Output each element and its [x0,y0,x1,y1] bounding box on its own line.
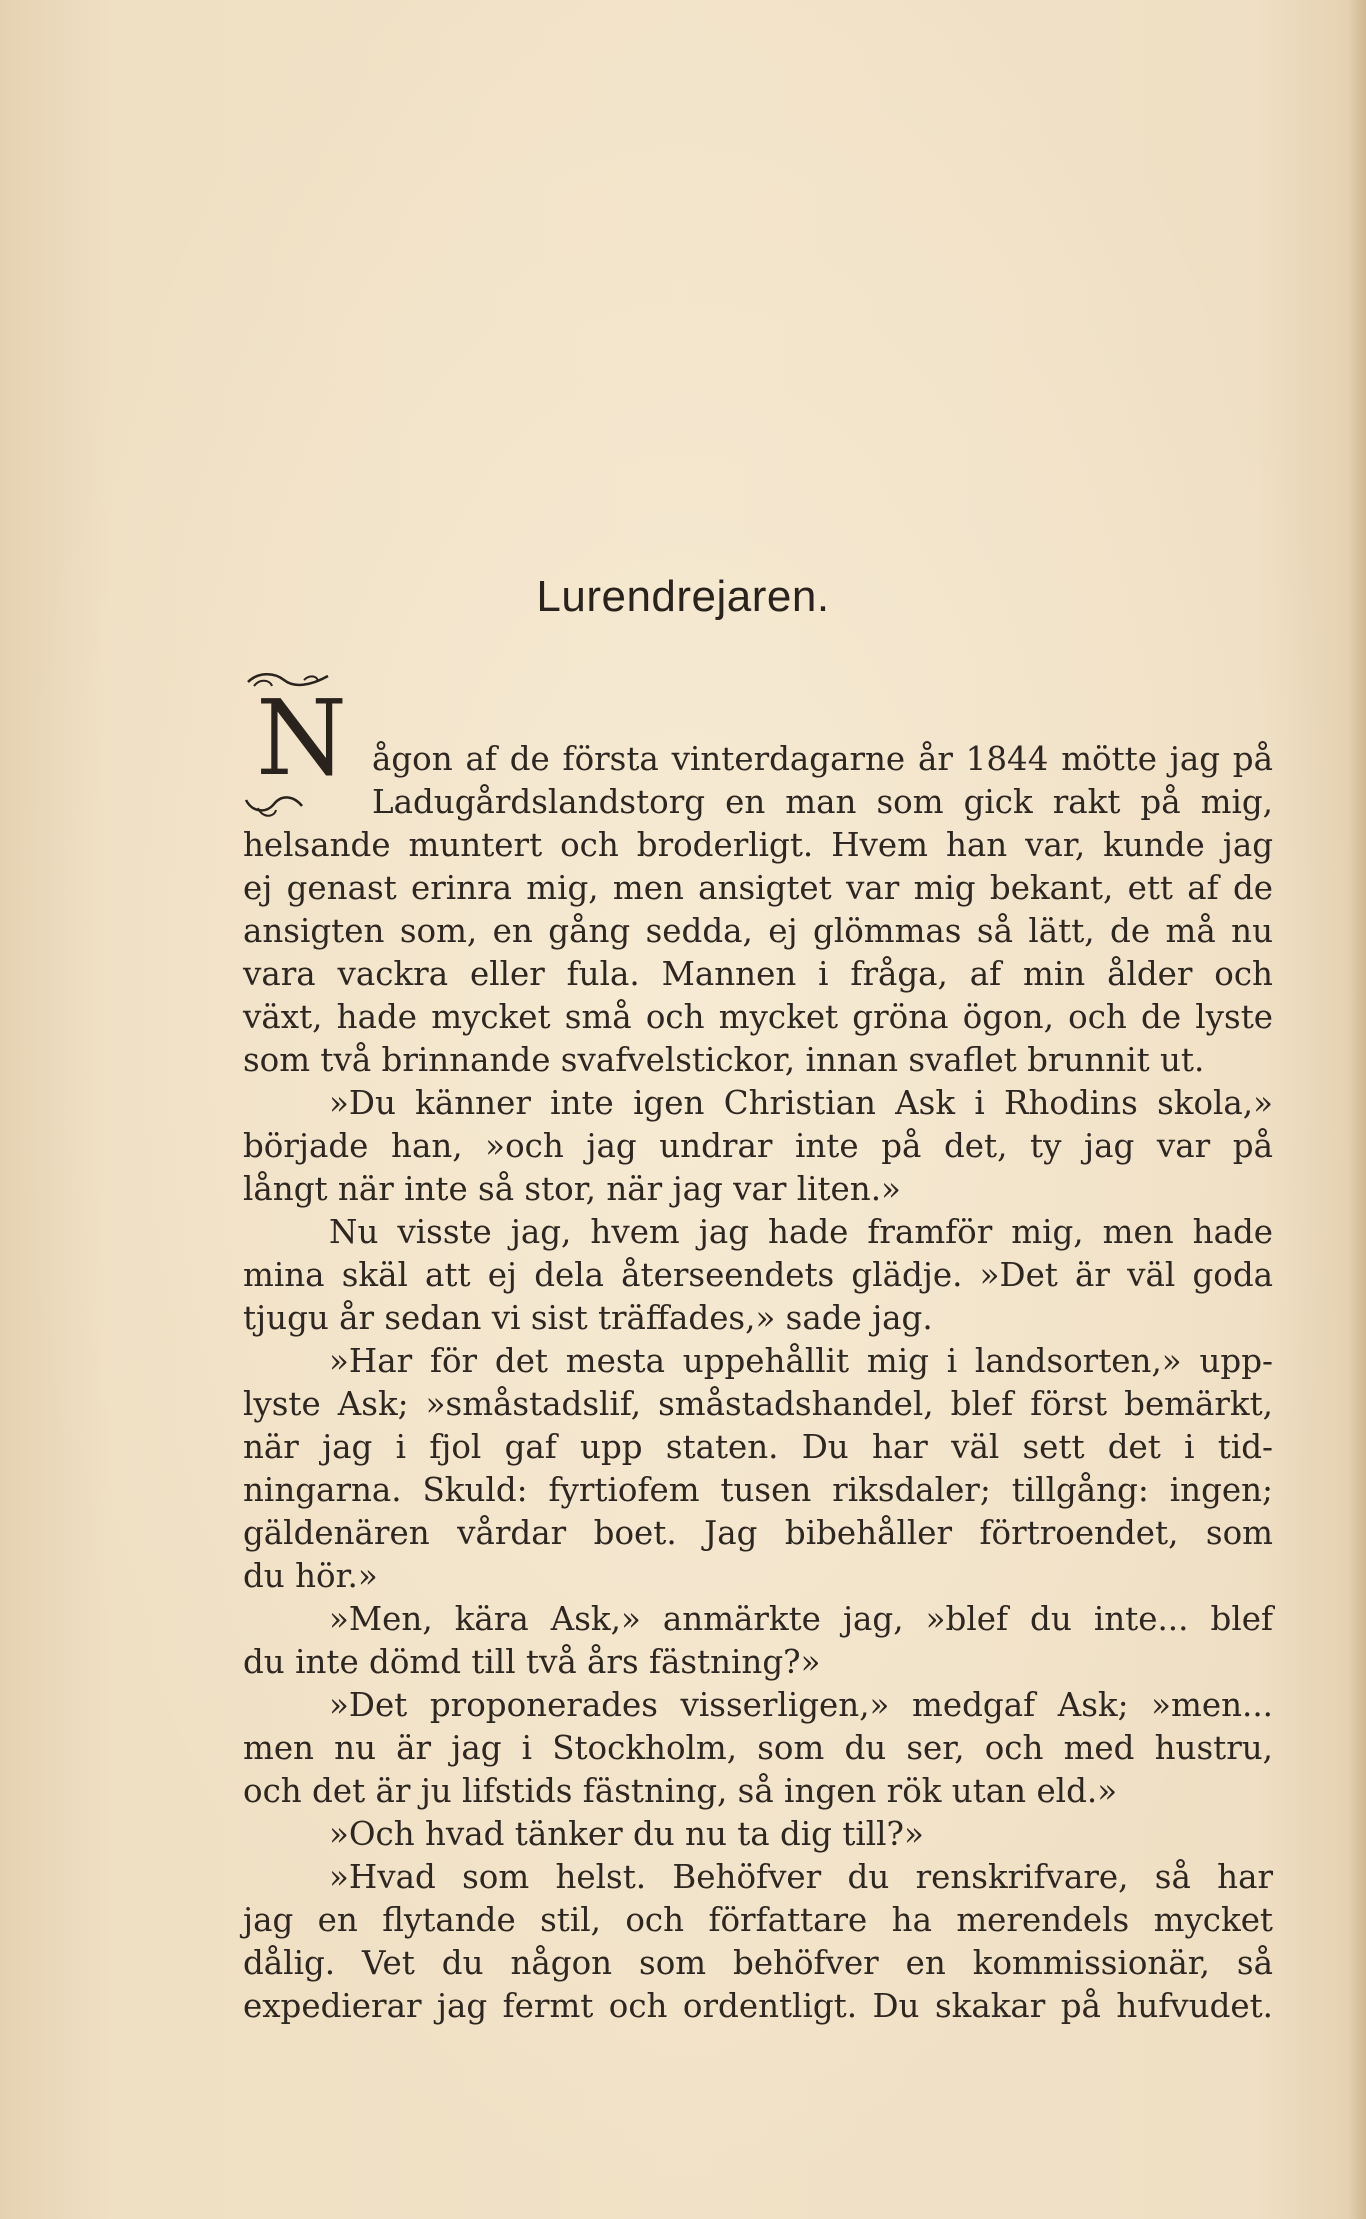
text-line: ansigten som, en gång sedda, ej glömmas så lätt, de må nu [243,912,1273,950]
text-line: började han, »och jag undrar inte på det, ty jag var på [243,1127,1273,1165]
text-line: »Det proponerades visserligen,» medgaf Ask; »men... [329,1686,1273,1724]
page-edge-shadow [1348,0,1366,2219]
text-line: »Och hvad tänker du nu ta dig till?» [329,1815,924,1853]
text-line: gäldenären vårdar boet. Jag bibehåller förtroendet, som [243,1514,1273,1552]
text-line: Nu visste jag, hvem jag hade framför mig, men hade [329,1213,1273,1251]
text-line: dålig. Vet du någon som behöfver en kommissionär, så [243,1944,1273,1982]
text-line: ågon af de första vinterdagarne år 1844 mötte jag på [372,740,1273,778]
text-line: du inte dömd till två års fästning?» [243,1643,821,1681]
chapter-title: Lurendrejaren. [536,572,830,621]
text-line: när jag i fjol gaf upp staten. Du har väl sett det i tid- [243,1428,1273,1466]
drop-cap-letter: N [256,677,347,799]
text-line: som två brinnande svafvelstickor, innan svaflet brunnit ut. [243,1041,1205,1079]
text-line: Ladugårdslandstorg en man som gick rakt på mig, [372,783,1273,821]
text-line: växt, hade mycket små och mycket gröna ögon, och de lyste [243,998,1273,1036]
text-line: expedierar jag fermt och ordentligt. Du skakar på hufvudet. [243,1987,1273,2025]
text-line: »Har för det mesta uppehållit mig i landsorten,» upp- [329,1342,1273,1380]
text-line: vara vackra eller fula. Mannen i fråga, af min ålder och [243,955,1273,993]
text-line: »Hvad som helst. Behöfver du renskrifvare, så har [329,1858,1273,1896]
text-line: ej genast erinra mig, men ansigtet var mig bekant, ett af de [243,869,1273,907]
text-line: mina skäl att ej dela återseendets glädje. »Det är väl goda [243,1256,1273,1294]
body-text [243,738,1273,2028]
text-line: du hör.» [243,1557,378,1595]
text-line: men nu är jag i Stockholm, som du ser, och med hustru, [243,1729,1273,1767]
text-line: »Du känner inte igen Christian Ask i Rhodins skola,» [329,1084,1273,1122]
text-line: »Men, kära Ask,» anmärkte jag, »blef du inte... blef [329,1600,1273,1638]
text-line: jag en flytande stil, och författare ha merendels mycket [243,1901,1273,1939]
text-line: tjugu år sedan vi sist träffades,» sade jag. [243,1299,933,1337]
text-line: helsande muntert och broderligt. Hvem han var, kunde jag [243,826,1273,864]
text-line: lyste Ask; »småstadslif, småstadshandel, blef först bemärkt, [243,1385,1273,1423]
text-line: och det är ju lifstids fästning, så ingen rök utan eld.» [243,1772,1118,1810]
text-line: ningarna. Skuld: fyrtiofem tusen riksdaler; tillgång: ingen; [243,1471,1273,1509]
text-line: långt när inte så stor, när jag var liten.» [243,1170,901,1208]
